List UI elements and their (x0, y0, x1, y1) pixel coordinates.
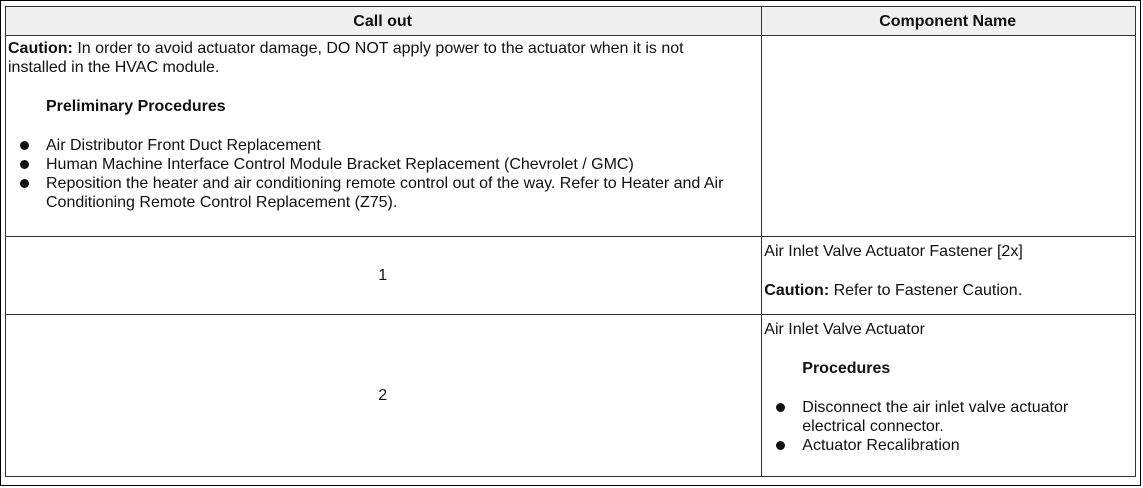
component-cell (762, 315, 1136, 477)
intro-caution (8, 39, 757, 77)
callout-number: 1 (6, 237, 762, 315)
preliminary-procedures-list (8, 136, 757, 212)
list-item: Air Distributor Front Duct Replacement (8, 136, 757, 155)
caution-text: Refer to Fastener Caution. (829, 282, 1023, 299)
list-item: Reposition the heater and air conditioning remote control out of the way. Refer to Heater and Air Conditioning Remote Control Replacement (Z75). (8, 174, 757, 212)
component-name: Air Inlet Valve Actuator (764, 321, 925, 338)
procedures-title: Procedures (802, 360, 891, 377)
procedures-list (764, 398, 1131, 455)
table-row (6, 237, 1136, 315)
component-caution (764, 281, 1131, 300)
list-item: Disconnect the air inlet valve actuator electrical connector. (764, 398, 1131, 436)
table-header-row (6, 7, 1136, 36)
component-name: Air Inlet Valve Actuator Fastener [2x] (764, 243, 1023, 260)
header-callout: Call out (6, 7, 762, 36)
caution-text: In order to avoid actuator damage, DO NOT apply power to the actuator when it is not installed in the HVAC module. (8, 40, 684, 76)
callout-table (5, 6, 1136, 477)
caution-label: Caution: (8, 40, 73, 57)
list-item: Actuator Recalibration (764, 436, 1131, 455)
preliminary-procedures-title: Preliminary Procedures (46, 98, 226, 115)
intro-cell (6, 36, 762, 237)
list-item: Human Machine Interface Control Module Bracket Replacement (Chevrolet / GMC) (8, 155, 757, 174)
component-cell (762, 237, 1136, 315)
header-component-name: Component Name (762, 7, 1136, 36)
callout-number: 2 (6, 315, 762, 477)
intro-empty-cell (762, 36, 1136, 237)
table-row-intro (6, 36, 1136, 237)
table-row (6, 315, 1136, 477)
caution-label: Caution: (764, 282, 830, 299)
